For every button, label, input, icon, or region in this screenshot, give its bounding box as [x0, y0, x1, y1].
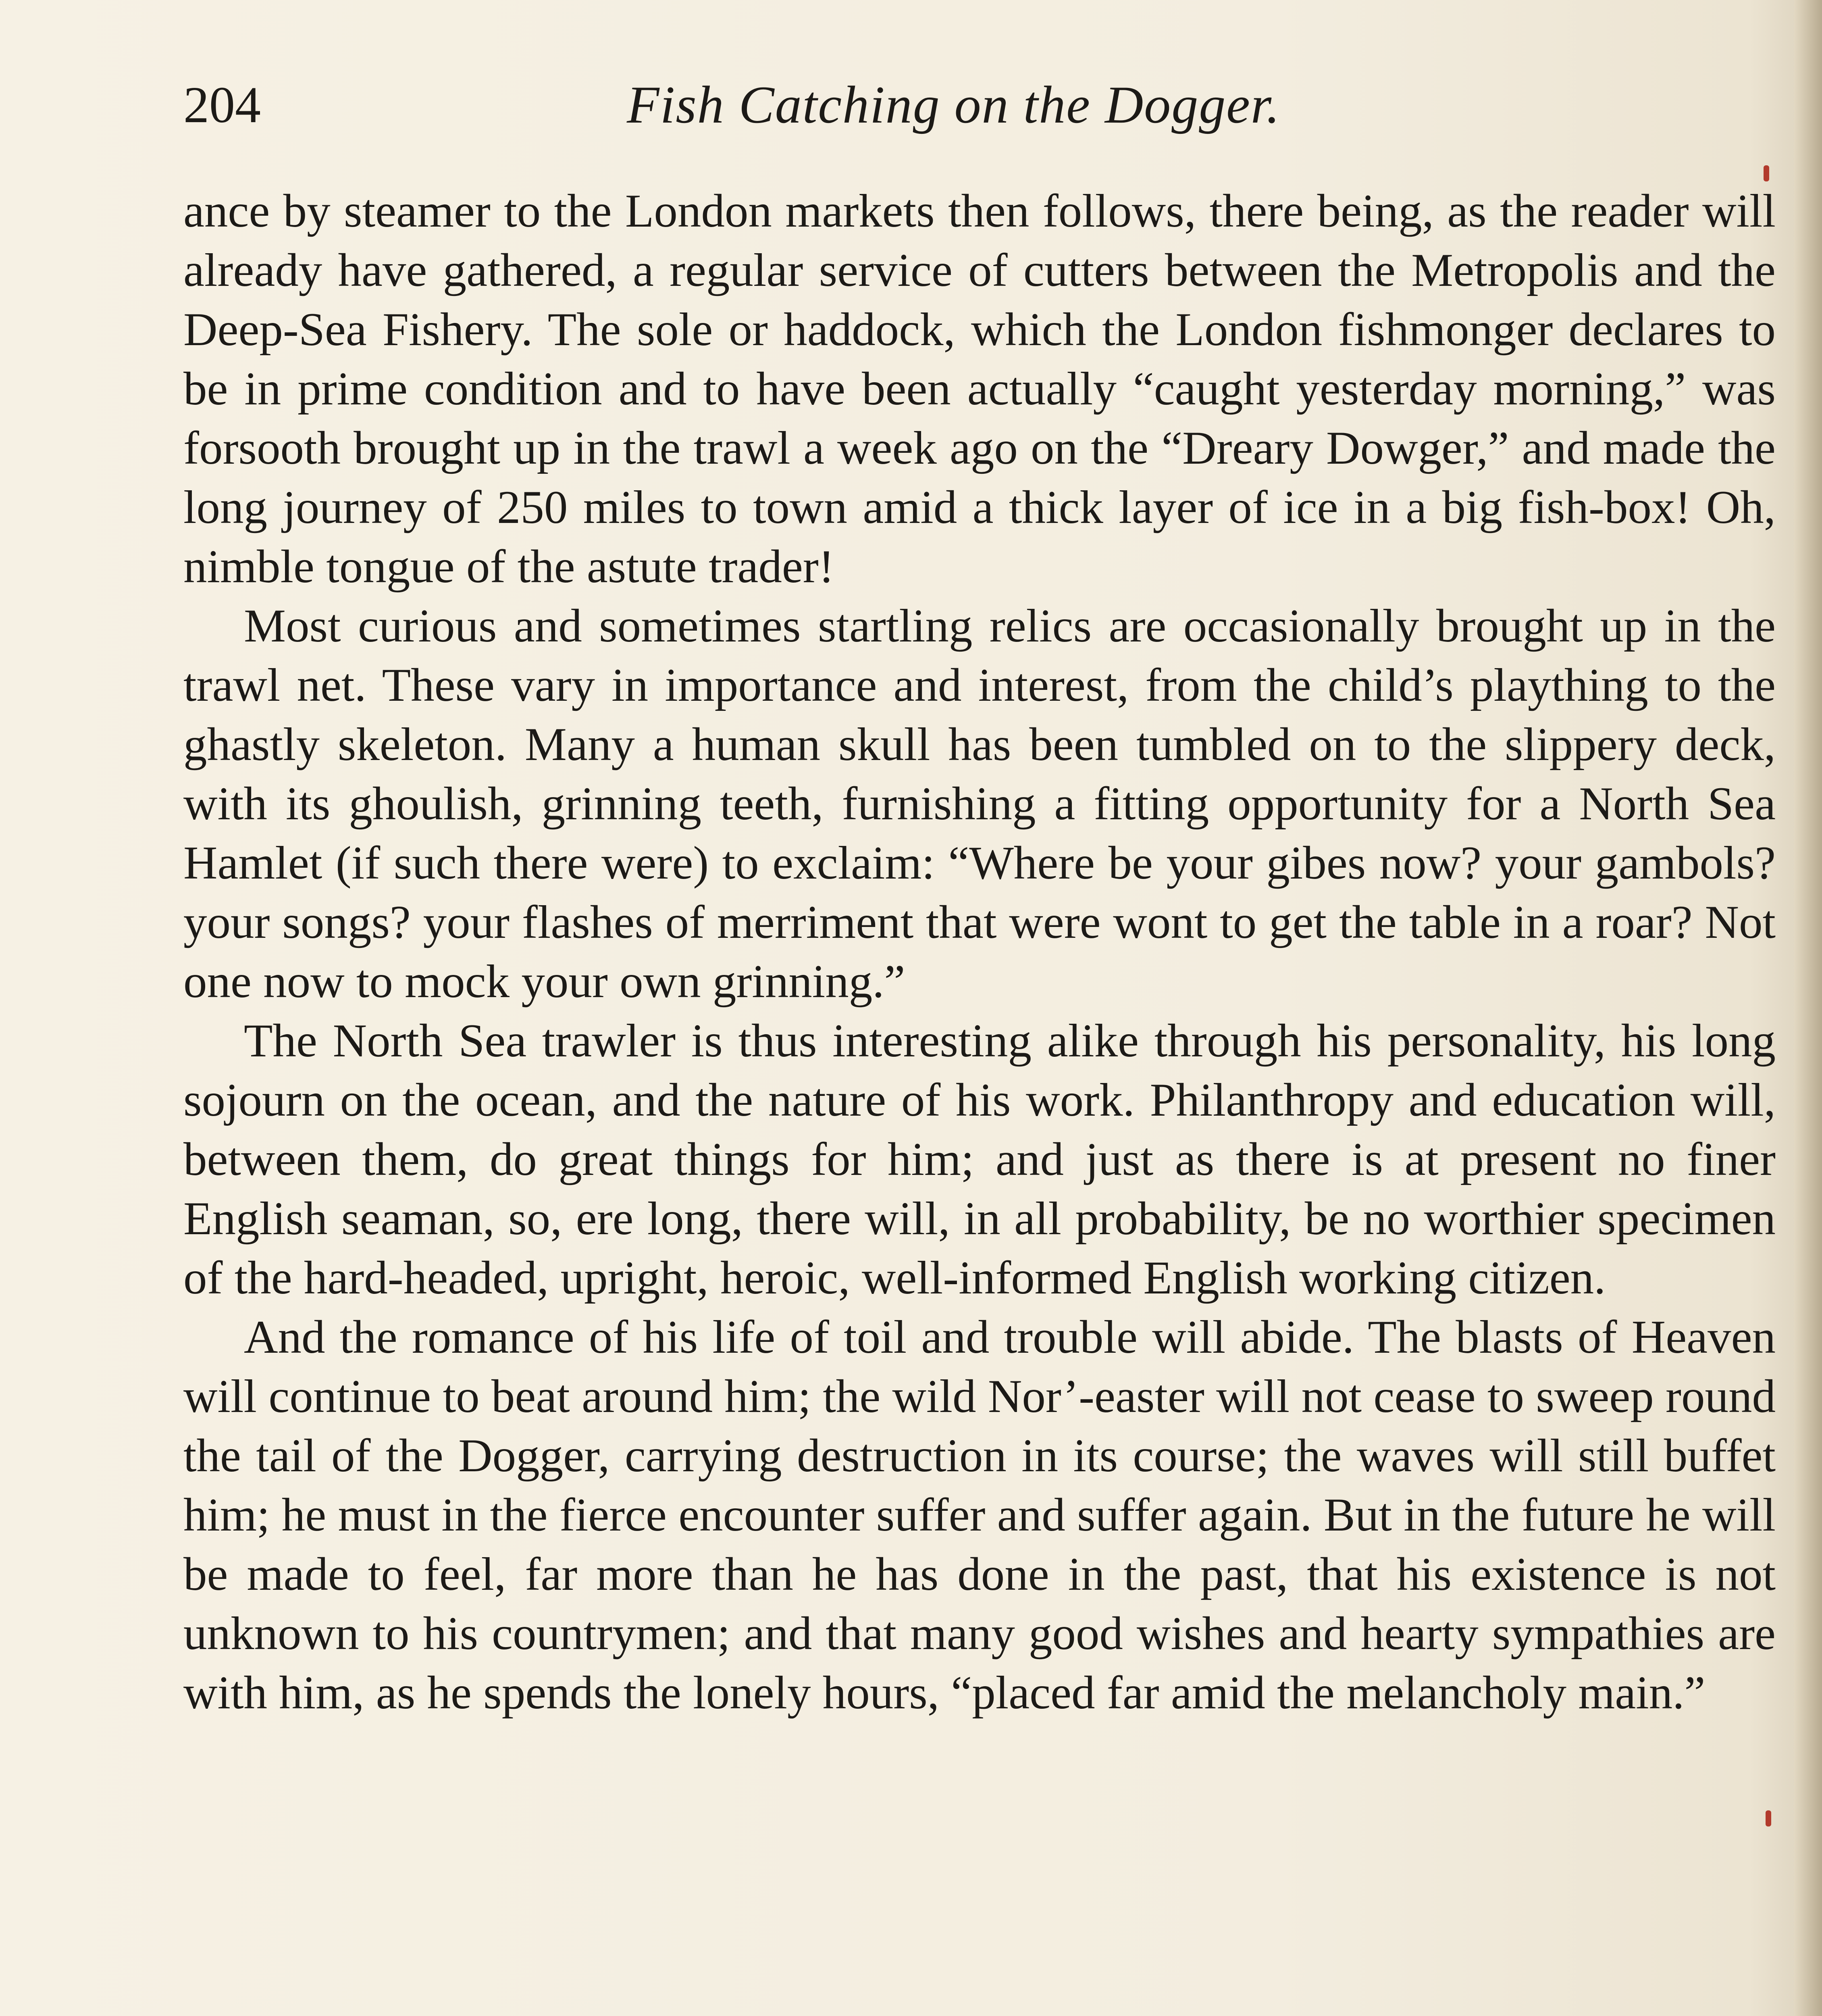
paragraph-3: The North Sea trawler is thus interesting alike through his personality, his long sojourn on the ocean, and the nature of his work. Philanthropy and education will, between them, do great things for him; and just as there is at present no finer English seaman, so, ere long, there will, in all probability, be no worthier specimen of the hard-headed, upright, heroic, well-informed English working citizen.	[183, 1015, 1776, 1304]
paragraph-2: Most curious and sometimes startling relics are occasionally brought up in the trawl net. These vary in importance and interest, from the child’s plaything to the ghastly skeleton. Many a human skull has been tumbled on to the slippery deck, with its ghoulish, grinning teeth, furnishing a fitting opportunity for a North Sea Hamlet (if such there were) to exclaim: “Where be your gibes now? your gambols? your songs? your flashes of merriment that were wont to get the table in a roar? Not one now to mock your own grinning.”	[183, 600, 1776, 1008]
paragraph-4: And the romance of his life of toil and trouble will abide. The blasts of Heaven will continue to beat around him; the wild Nor’-easter will not cease to sweep round the tail of the Dogger, carrying destruction in its course; the waves will still buffet him; he must in the fierce encounter suffer and suffer again. But in the future he will be made to feel, far more than he has done in the past, that his existence is not unknown to his countrymen; and that many good wishes and hearty sympathies are with him, as he spends the lonely hours, “placed far amid the melancholy main.”	[183, 1311, 1776, 1719]
page-header	[183, 71, 1792, 139]
margin-mark	[1766, 1810, 1771, 1826]
paragraph-1: ance by steamer to the London markets then follows, there being, as the reader will already have gathered, a regular service of cutters between the Metropolis and the Deep-Sea Fishery. The sole or haddock, which the London fishmonger declares to be in prime condition and to have been actually “caught yesterday morning,” was forsooth brought up in the trawl a week ago on the “Dreary Dowger,” and made the long journey of 250 miles to town amid a thick layer of ice in a big fish-box! Oh, nimble tongue of the astute trader!	[183, 185, 1776, 593]
article-body	[183, 181, 1776, 1722]
page-number: 204	[183, 76, 261, 133]
margin-mark	[1764, 165, 1769, 181]
running-title: Fish Catching on the Dogger.	[627, 75, 1281, 134]
page-binding-edge	[1794, 0, 1822, 2016]
